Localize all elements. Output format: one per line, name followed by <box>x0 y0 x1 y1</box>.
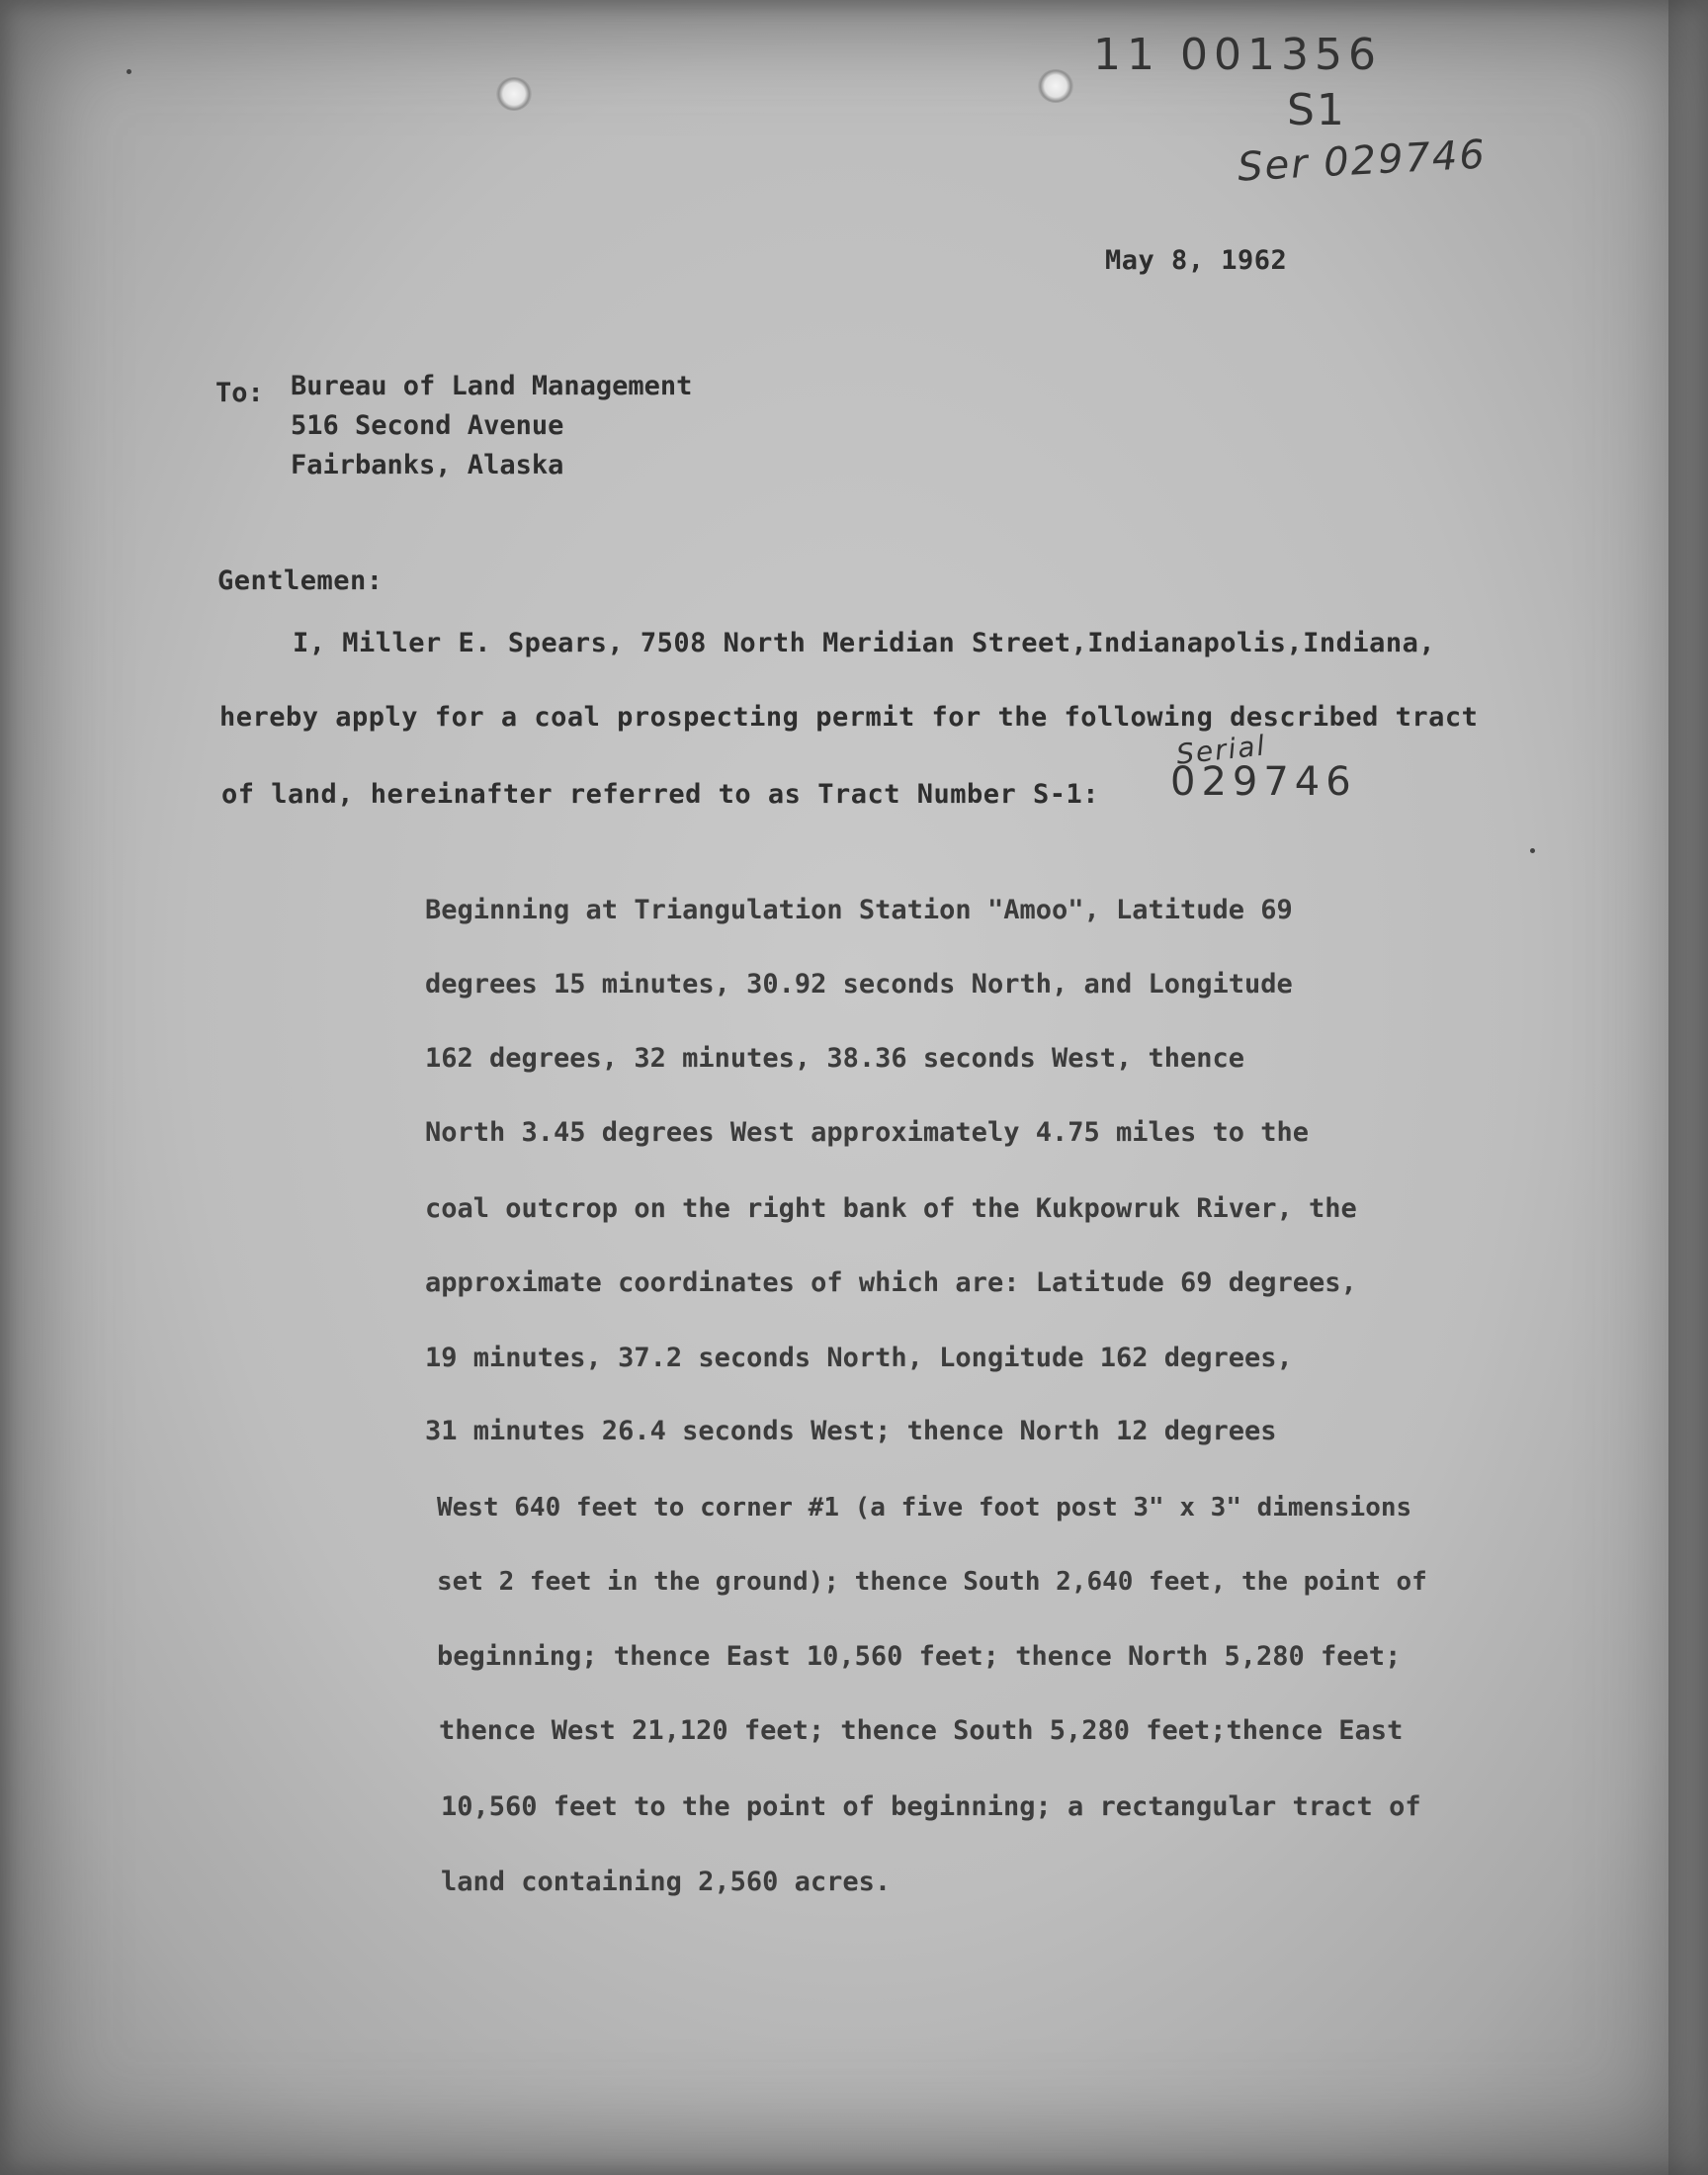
tract-description-line: 19 minutes, 37.2 seconds North, Longitude 162 degrees, <box>425 1343 1293 1373</box>
punch-hole-left <box>496 77 532 111</box>
body-line: of land, hereinafter referred to as Tract Number S-1: <box>221 779 1100 810</box>
tract-description-line: thence West 21,120 feet; thence South 5,280 feet;thence East <box>439 1715 1404 1746</box>
handwritten-tract-code: S1 <box>1287 85 1346 135</box>
tract-description-line: coal outcrop on the right bank of the Kukpowruk River, the <box>425 1193 1357 1224</box>
tract-description-line: Beginning at Triangulation Station "Amoo", Latitude 69 <box>425 895 1293 925</box>
tract-description-line: set 2 feet in the ground); thence South 2,640 feet, the point of <box>437 1567 1427 1597</box>
handwritten-serial-label: Serial <box>1174 729 1268 771</box>
recipient-line: 516 Second Avenue <box>291 410 564 441</box>
page-edge-shadow <box>1668 0 1708 2175</box>
tract-description-line: degrees 15 minutes, 30.92 seconds North, and Longitude <box>425 969 1293 1000</box>
body-line: I, Miller E. Spears, 7508 North Meridian Street,Indianapolis,Indiana, <box>293 628 1436 658</box>
handwritten-file-number: 11 001356 <box>1093 30 1382 80</box>
recipient-line: Fairbanks, Alaska <box>291 450 564 480</box>
tract-description-line: 10,560 feet to the point of beginning; a rectangular tract of <box>441 1791 1421 1822</box>
handwritten-serial-top: Ser 029746 <box>1236 131 1488 191</box>
body-line: hereby apply for a coal prospecting permit for the following described tract <box>219 702 1479 733</box>
tract-description-line: West 640 feet to corner #1 (a five foot post 3" x 3" dimensions <box>437 1493 1412 1522</box>
letter-date: May 8, 1962 <box>1105 245 1288 276</box>
salutation: Gentlemen: <box>217 566 384 596</box>
tract-description-line: North 3.45 degrees West approximately 4.75 miles to the <box>425 1117 1310 1148</box>
recipient-line: Bureau of Land Management <box>291 371 693 401</box>
tract-description-line: land containing 2,560 acres. <box>441 1867 892 1897</box>
punch-hole-right <box>1038 69 1073 103</box>
handwritten-serial-number: 029746 <box>1170 759 1357 805</box>
speck <box>127 69 131 74</box>
tract-description-line: approximate coordinates of which are: Latitude 69 degrees, <box>425 1267 1357 1298</box>
tract-description-line: 31 minutes 26.4 seconds West; thence North 12 degrees <box>425 1416 1277 1446</box>
tract-description-line: beginning; thence East 10,560 feet; thence North 5,280 feet; <box>437 1641 1402 1672</box>
tract-description-line: 162 degrees, 32 minutes, 38.36 seconds West, thence <box>425 1043 1245 1074</box>
speck <box>1530 848 1535 853</box>
faint-bleedthrough-mark <box>99 326 112 361</box>
recipient-prefix: To: <box>215 378 264 408</box>
